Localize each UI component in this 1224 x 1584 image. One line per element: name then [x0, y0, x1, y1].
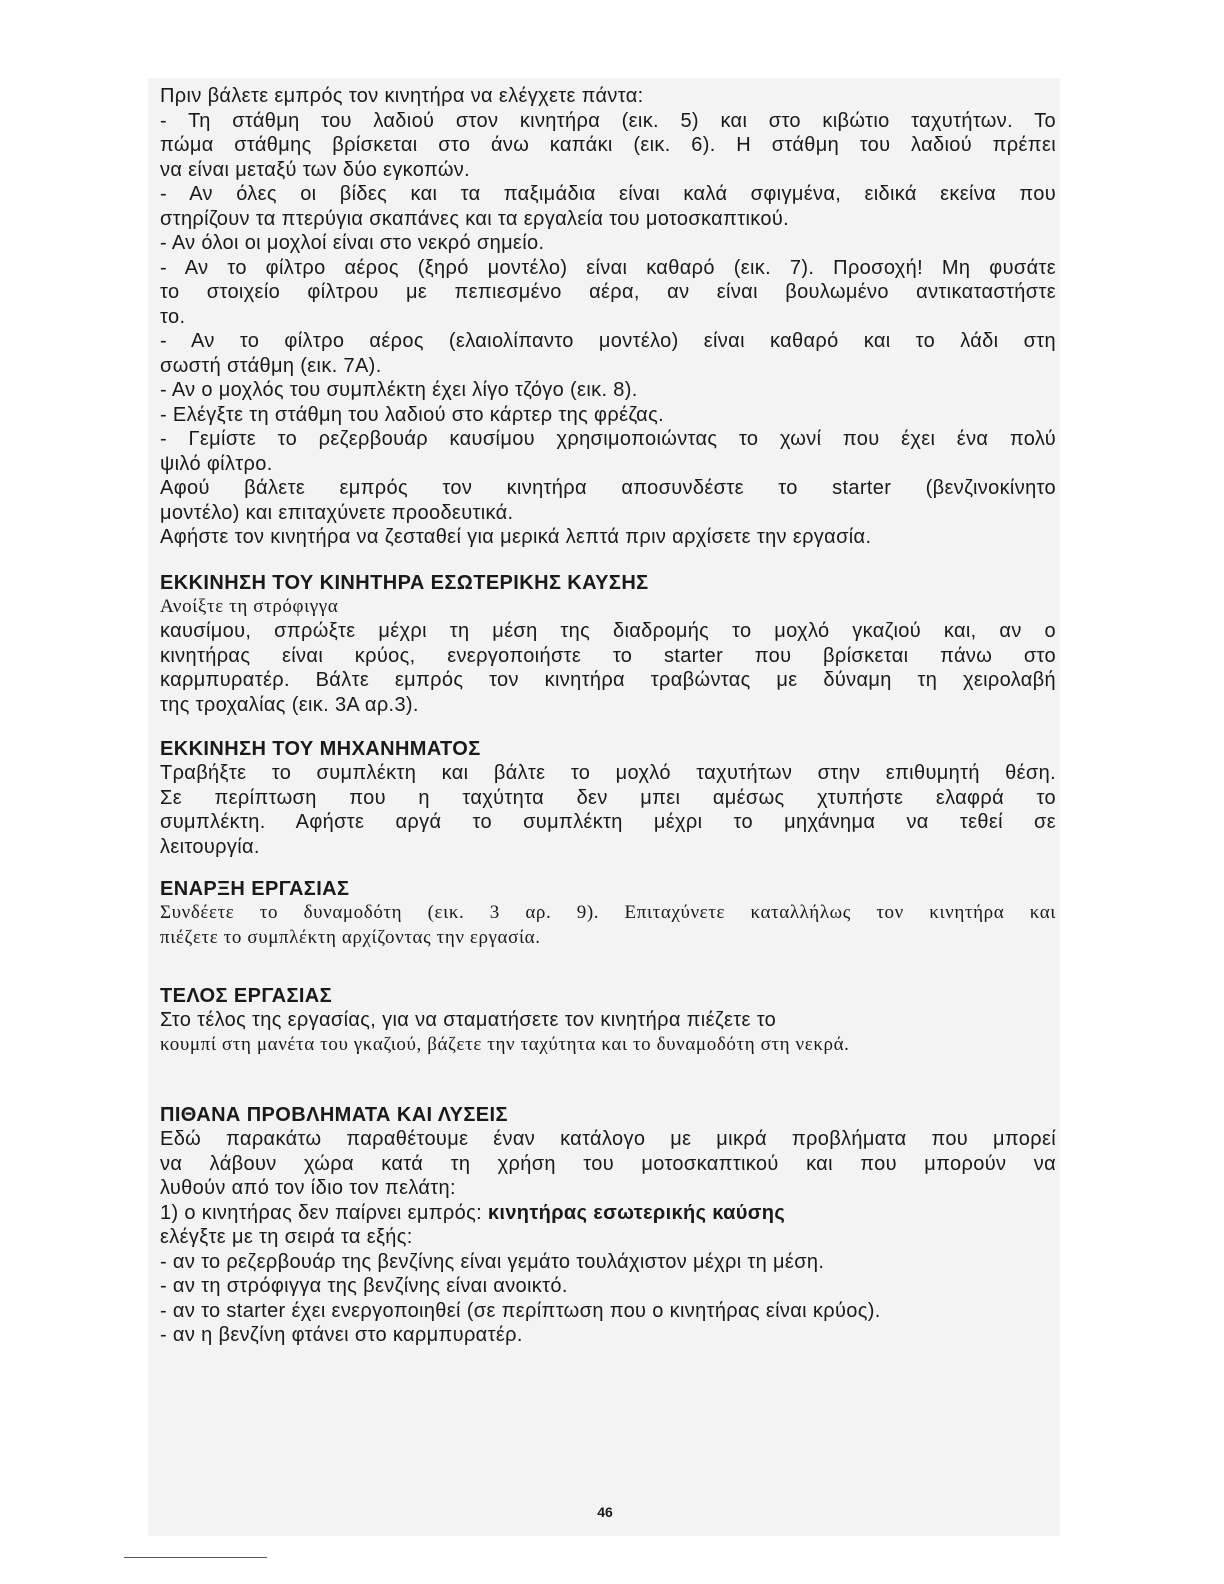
engine-start-section [160, 571, 1056, 718]
section-heading: ΕΚΚΙΝΗΣΗ ΤΟΥ ΚΙΝΗΤΗΡΑ ΕΣΩΤΕΡΙΚΗΣ ΚΑΥΣΗΣ [160, 571, 649, 594]
check-line: - αν τη στρόφιγγα της βενζίνης είναι ανοικτό. [160, 1275, 568, 1297]
intro-line: να είναι μεταξύ των δύο εγκοπών. [160, 158, 471, 181]
intro-line: μοντέλο) και επιταχύνετε προοδευτικά. [160, 501, 514, 524]
section-heading: ΤΕΛΟΣ ΕΡΓΑΣΙΑΣ [160, 985, 333, 1007]
work-end-section [160, 984, 1056, 1057]
section-heading: ΠΙΘΑΝΑ ΠΡΟΒΛΗΜΑΤΑ ΚΑΙ ΛΥΣΕΙΣ [160, 1104, 508, 1126]
intro-line: - Αν ο μοχλός του συμπλέκτη έχει λίγο τζόγο (εικ. 8). [160, 379, 638, 401]
section-line: κουμπί στη μανέτα του γκαζιού, βάζετε την ταχύτητα και το δυναμοδότη στη νεκρά. [160, 1033, 850, 1055]
intro-line: - Αν όλες οι βίδες και τα παξιμάδια είναι καλά σφιγμένα, ειδικά εκείνα που [160, 183, 1056, 205]
section-line: καρμπυρατέρ. Βάλτε εμπρός τον κινητήρα τραβώντας με δύναμη τη χειρολαβή [160, 669, 1056, 691]
intro-line: - Γεμίστε το ρεζερβουάρ καυσίμου χρησιμοποιώντας το χωνί που έχει ένα πολύ [160, 428, 1056, 450]
section-line: Συνδέετε το δυναμοδότη (εικ. 3 αρ. 9). Επιταχύνετε καταλλήλως τον κινητήρα και [160, 902, 1056, 923]
section-line: Εδώ παρακάτω παραθέτουμε έναν κατάλογο με μικρά προβλήματα που μπορεί [160, 1128, 1056, 1150]
check-line: ελέγξτε με τη σειρά τα εξής: [160, 1226, 413, 1248]
section-line: της τροχαλίας (εικ. 3Α αρ.3). [160, 693, 419, 716]
problem-item-prefix: 1) ο κινητήρας δεν παίρνει εμπρός: [160, 1201, 488, 1224]
section-line: λυθούν από τον ίδιο τον πελάτη: [160, 1177, 456, 1199]
intro-line: Πριν βάλετε εμπρός τον κινητήρα να ελέγχετε πάντα: [160, 85, 644, 107]
intro-line: σωστή στάθμη (εικ. 7Α). [160, 354, 382, 377]
intro-line: - Αν όλοι οι μοχλοί είναι στο νεκρό σημείο. [160, 232, 545, 254]
section-heading: ΕΝΑΡΞΗ ΕΡΓΑΣΙΑΣ [160, 878, 350, 900]
section-line: να λάβουν χώρα κατά τη χρήση του μοτοσκαπτικού και που μπορούν να [160, 1152, 1056, 1175]
footer-rule [124, 1557, 267, 1558]
page-number: 46 [597, 1504, 613, 1520]
section-line: Σε περίπτωση που η ταχύτητα δεν μπει αμέσως χτυπήστε ελαφρά το [160, 786, 1056, 809]
problem-item [160, 1201, 1056, 1226]
machine-start-section [160, 737, 1056, 859]
section-line: πιέζετε το συμπλέκτη αρχίζοντας την εργασία. [160, 926, 541, 948]
intro-line: το. [160, 305, 186, 328]
problem-item-emphasis: κινητήρας εσωτερικής καύσης [487, 1201, 786, 1224]
intro-line: Αφού βάλετε εμπρός τον κινητήρα αποσυνδέστε το starter (βενζινοκίνητο [160, 477, 1056, 499]
section-line: κινητήρας είναι κρύος, ενεργοποιήστε το starter που βρίσκεται πάνω στο [160, 644, 1056, 667]
intro-line: ψιλό φίλτρο. [160, 452, 273, 475]
intro-line: Αφήστε τον κινητήρα να ζεσταθεί για μερικά λεπτά πριν αρχίσετε την εργασία. [160, 526, 872, 548]
intro-line: πώμα στάθμης βρίσκεται στο άνω καπάκι (εικ. 6). Η στάθμη του λαδιού πρέπει [160, 134, 1056, 156]
check-line: - αν η βενζίνη φτάνει στο καρμπυρατέρ. [160, 1324, 523, 1346]
intro-line: στηρίζουν τα πτερύγια σκαπάνες και τα εργαλεία του μοτοσκαπτικού. [160, 207, 790, 230]
section-line: Στο τέλος της εργασίας, για να σταματήσετε τον κινητήρα πιέζετε το [160, 1009, 777, 1031]
troubleshooting-section [160, 1103, 1056, 1348]
section-line: Τραβήξτε το συμπλέκτη και βάλτε το μοχλό ταχυτήτων στην επιθυμητή θέση. [160, 762, 1056, 784]
check-line: - αν το ρεζερβουάρ της βενζίνης είναι γεμάτο τουλάχιστον μέχρι τη μέση. [160, 1250, 825, 1273]
check-line: - αν το starter έχει ενεργοποιηθεί (σε περίπτωση που ο κινητήρας είναι κρύος). [160, 1299, 881, 1322]
intro-line: - Τη στάθμη του λαδιού στον κινητήρα (εικ. 5) και στο κιβώτιο ταχυτήτων. Το [160, 109, 1056, 132]
intro-line: - Αν το φίλτρο αέρος (ξηρό μοντέλο) είναι καθαρό (εικ. 7). Προσοχή! Μη φυσάτε [160, 256, 1056, 279]
manual-page-content [160, 84, 1056, 1348]
section-line: Ανοίξτε τη στρόφιγγα [160, 595, 339, 617]
section-line: καυσίμου, σπρώξτε μέχρι τη μέση της διαδρομής το μοχλό γκαζιού και, αν ο [160, 620, 1056, 642]
intro-line: - Αν το φίλτρο αέρος (ελαιολίπαντο μοντέλο) είναι καθαρό και το λάδι στη [160, 330, 1056, 352]
work-start-section [160, 877, 1056, 950]
section-line: συμπλέκτη. Αφήστε αργά το συμπλέκτη μέχρι το μηχάνημα να τεθεί σε [160, 811, 1056, 833]
section-heading: ΕΚΚΙΝΗΣΗ ΤΟΥ ΜΗΧΑΝΗΜΑΤΟΣ [160, 738, 481, 760]
intro-line: το στοιχείο φίλτρου με πεπιεσμένο αέρα, αν είναι βουλωμένο αντικαταστήστε [160, 281, 1056, 303]
pre-start-checklist [160, 84, 1056, 550]
intro-line: - Ελέγξτε τη στάθμη του λαδιού στο κάρτερ της φρέζας. [160, 403, 664, 426]
section-line: λειτουργία. [160, 835, 260, 858]
